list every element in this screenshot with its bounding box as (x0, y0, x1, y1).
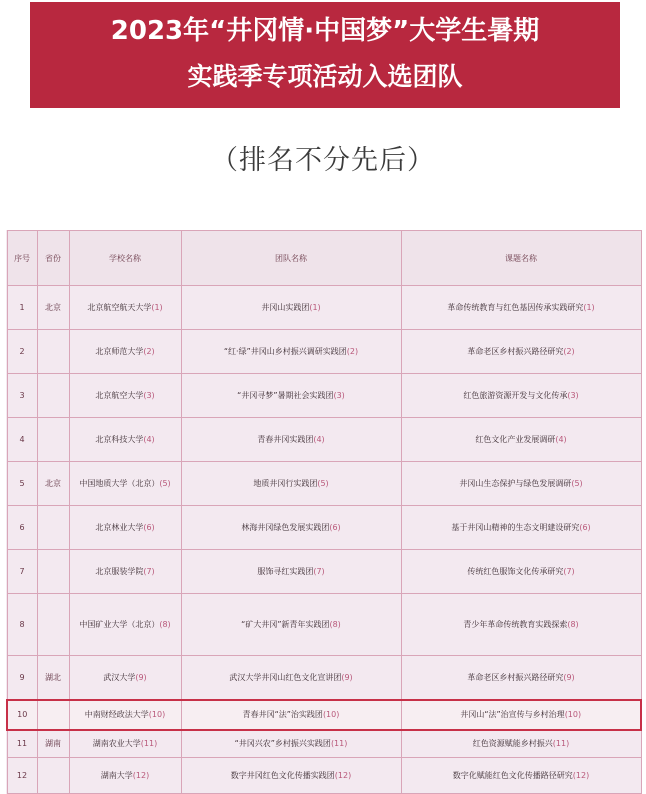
cell-school-note: (2) (143, 347, 155, 356)
table-body (7, 286, 641, 794)
cell-province (37, 550, 69, 594)
cell-index (7, 656, 37, 700)
header-province: 省份 (37, 231, 69, 286)
row-index: 3 (19, 391, 25, 400)
cell-team-note: (7) (313, 567, 325, 576)
table-row (7, 286, 641, 330)
row-index: 8 (19, 620, 25, 629)
row-index: 12 (16, 771, 28, 780)
cell-school (69, 550, 181, 594)
cell-team-note: (2) (346, 347, 359, 356)
row-index: 9 (19, 672, 25, 682)
cell-province (37, 506, 69, 550)
cell-school (69, 506, 181, 550)
cell-school-text: 武汉大学 (103, 672, 136, 682)
table-row (7, 418, 641, 462)
cell-school (69, 594, 181, 656)
cell-index (7, 700, 37, 730)
cell-topic-text: 井冈山“法”治宣传与乡村治理 (460, 710, 565, 719)
cell-team-text: 武汉大学井冈山红色文化宣讲团 (229, 672, 342, 682)
cell-school (69, 462, 181, 506)
cell-school-note: (1) (151, 303, 163, 312)
cell-school-note: (3) (143, 391, 155, 400)
cell-province (37, 758, 69, 794)
cell-school-text: 北京航空大学 (95, 391, 144, 400)
cell-team-text: 林海井冈绿色发展实践团 (241, 523, 330, 532)
cell-topic-note: (10) (564, 710, 582, 719)
cell-topic-note: (3) (567, 391, 579, 400)
cell-school-text: 北京林业大学 (95, 523, 144, 532)
table-row (7, 700, 641, 730)
cell-team (181, 286, 401, 330)
cell-school (69, 656, 181, 700)
cell-team-note: (8) (329, 620, 341, 629)
row-index: 11 (16, 739, 28, 749)
row-index: 2 (19, 347, 25, 356)
cell-topic (401, 730, 641, 758)
cell-team (181, 594, 401, 656)
cell-province (37, 418, 69, 462)
cell-topic-text: 数字化赋能红色文化传播路径研究 (452, 771, 573, 780)
cell-team (181, 374, 401, 418)
cell-topic-note: (9) (563, 672, 575, 682)
cell-school-note: (5) (159, 479, 171, 488)
cell-school-text: 湖南农业大学 (92, 739, 141, 749)
cell-topic-text: 红色旅游资源开发与文化传承 (463, 391, 568, 400)
row-index: 5 (19, 479, 25, 488)
cell-province (37, 730, 69, 758)
row-province: 北京 (45, 479, 61, 488)
cell-team-note: (1) (309, 303, 321, 312)
cell-team-note: (10) (322, 710, 340, 719)
cell-team-text: 青春井冈实践团 (257, 435, 314, 444)
table-row (7, 594, 641, 656)
cell-school (69, 330, 181, 374)
cell-province (37, 462, 69, 506)
row-index: 10 (17, 710, 28, 719)
cell-school (69, 418, 181, 462)
cell-school-note: (8) (159, 620, 171, 629)
cell-school-text: 湖南大学 (100, 771, 133, 780)
cell-topic-text: 基于井冈山精神的生态文明建设研究 (451, 523, 580, 532)
cell-topic-text: 革命传统教育与红色基因传承实践研究 (447, 303, 584, 312)
cell-school (69, 374, 181, 418)
cell-topic-text: 井冈山生态保护与绿色发展调研 (459, 479, 572, 488)
cell-school-text: 北京服装学院 (95, 567, 144, 576)
table-row (7, 550, 641, 594)
cell-topic (401, 758, 641, 794)
cell-topic-note: (4) (555, 435, 567, 444)
cell-team-note: (12) (334, 771, 352, 780)
cell-topic-text: 革命老区乡村振兴路径研究 (467, 672, 564, 682)
cell-school-note: (11) (140, 739, 158, 749)
cell-team (181, 550, 401, 594)
table-row (7, 374, 641, 418)
row-index: 4 (19, 435, 25, 444)
row-index: 6 (19, 523, 25, 532)
header-topic: 课题名称 (401, 231, 641, 286)
cell-topic-text: 传统红色服饰文化传承研究 (467, 567, 564, 576)
row-province: 湖北 (45, 672, 61, 682)
cell-team-text: 井冈山实践团 (261, 303, 310, 312)
table-row (7, 730, 641, 758)
subtitle: （排名不分先后） (211, 145, 435, 176)
cell-school-text: 中国矿业大学（北京） (79, 620, 160, 629)
cell-topic-note: (2) (563, 347, 575, 356)
cell-index (7, 550, 37, 594)
cell-team (181, 462, 401, 506)
cell-index (7, 330, 37, 374)
row-province: 湖南 (45, 739, 61, 749)
cell-index (7, 730, 37, 758)
cell-team-text: 服饰寻红实践团 (257, 567, 314, 576)
cell-topic-text: 红色资源赋能乡村振兴 (472, 739, 553, 749)
cell-team-note: (6) (329, 523, 341, 532)
row-index: 7 (19, 567, 25, 576)
cell-province (37, 656, 69, 700)
page-title-line1: 2023年“井冈情·中国梦”大学生暑期 (110, 16, 540, 46)
row-province: 北京 (45, 303, 61, 312)
table-row (7, 656, 641, 700)
team-table-wrapper (6, 230, 640, 794)
cell-team (181, 418, 401, 462)
cell-school-note: (4) (143, 435, 155, 444)
cell-index (7, 374, 37, 418)
table-row (7, 462, 641, 506)
cell-school-text: 北京航空航天大学 (87, 303, 152, 312)
cell-team (181, 758, 401, 794)
cell-team (181, 656, 401, 700)
cell-index (7, 462, 37, 506)
cell-school-note: (10) (148, 710, 166, 719)
team-table (6, 230, 642, 794)
cell-topic-text: 红色文化产业发展调研 (475, 435, 556, 444)
cell-school-note: (6) (143, 523, 155, 532)
cell-team-note: (4) (313, 435, 325, 444)
cell-team-note: (9) (341, 672, 353, 682)
cell-school-note: (12) (132, 771, 150, 780)
header-index: 序号 (7, 231, 37, 286)
cell-topic (401, 656, 641, 700)
title-banner (30, 2, 620, 108)
cell-topic (401, 594, 641, 656)
cell-index (7, 758, 37, 794)
cell-province (37, 330, 69, 374)
header-school: 学校名称 (69, 231, 181, 286)
header-team: 团队名称 (181, 231, 401, 286)
cell-team-note: (11) (330, 739, 348, 749)
cell-team (181, 330, 401, 374)
cell-province (37, 594, 69, 656)
table-header-row (7, 231, 641, 286)
cell-topic-note: (8) (567, 620, 579, 629)
cell-topic-note: (7) (563, 567, 575, 576)
cell-province (37, 700, 69, 730)
cell-topic-note: (6) (579, 523, 591, 532)
cell-topic-note: (5) (571, 479, 583, 488)
cell-team (181, 700, 401, 730)
cell-index (7, 286, 37, 330)
cell-topic (401, 506, 641, 550)
cell-province (37, 374, 69, 418)
cell-topic (401, 286, 641, 330)
cell-topic-note: (12) (572, 771, 590, 780)
cell-index (7, 418, 37, 462)
cell-team-text: “红·绿”井冈山乡村振兴调研实践团 (223, 347, 347, 356)
cell-topic (401, 550, 641, 594)
cell-team-text: “井冈寻梦”暑期社会实践团 (237, 391, 334, 400)
cell-school-note: (7) (143, 567, 155, 576)
cell-topic (401, 418, 641, 462)
cell-index (7, 594, 37, 656)
cell-team-note: (5) (317, 479, 329, 488)
cell-team-text: 数字井冈红色文化传播实践团 (230, 771, 335, 780)
cell-team-text: “矿大井冈”新青年实践团 (241, 620, 330, 629)
table-row (7, 506, 641, 550)
cell-topic-text: 革命老区乡村振兴路径研究 (467, 347, 564, 356)
cell-team (181, 730, 401, 758)
cell-topic (401, 330, 641, 374)
cell-topic (401, 374, 641, 418)
table-row (7, 330, 641, 374)
cell-team (181, 506, 401, 550)
cell-school (69, 286, 181, 330)
cell-topic (401, 462, 641, 506)
cell-school (69, 700, 181, 730)
cell-school (69, 730, 181, 758)
table-row (7, 758, 641, 794)
cell-province (37, 286, 69, 330)
cell-topic (401, 700, 641, 730)
cell-school-text: 中南财经政法大学 (84, 710, 149, 719)
cell-topic-note: (11) (552, 739, 570, 749)
cell-index (7, 506, 37, 550)
page-title-line2: 实践季专项活动入选团队 (187, 62, 463, 91)
cell-school-text: 北京师范大学 (95, 347, 144, 356)
row-index: 1 (19, 303, 25, 312)
cell-topic-note: (1) (583, 303, 595, 312)
cell-school-text: 北京科技大学 (95, 435, 144, 444)
cell-school (69, 758, 181, 794)
cell-school-text: 中国地质大学（北京） (79, 479, 160, 488)
cell-team-text: “井冈兴农”乡村振兴实践团 (234, 739, 331, 749)
cell-school-note: (9) (135, 672, 147, 682)
cell-team-note: (3) (333, 391, 345, 400)
cell-team-text: 青春井冈“法”治实践团 (242, 710, 323, 719)
cell-topic-text: 青少年革命传统教育实践探索 (463, 620, 568, 629)
cell-team-text: 地质井冈行实践团 (253, 479, 318, 488)
